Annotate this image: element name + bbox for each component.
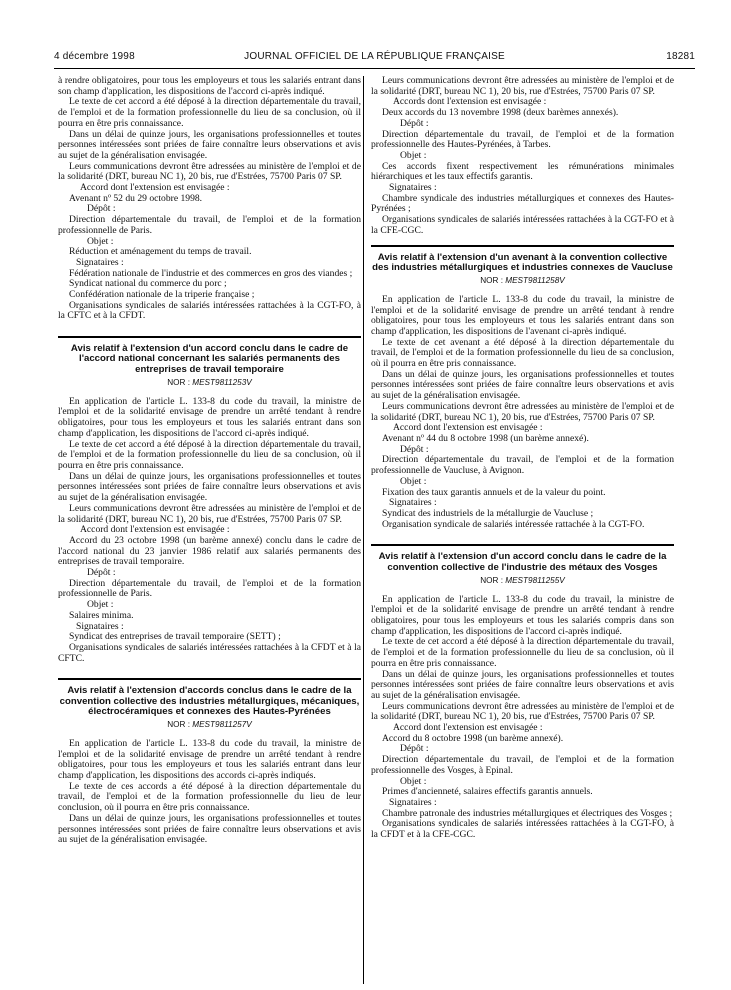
signataires-label: Signataires :	[389, 182, 437, 194]
signataire: Fédération nationale de l'industrie et des commerces en gros des viandes ;	[69, 267, 353, 279]
header-page-number: 18281	[666, 51, 695, 62]
signataires-label: Signataires :	[389, 497, 437, 509]
depot-label: Dépôt :	[400, 117, 429, 129]
notice-heading: Avis relatif à l'extension d'un accord conclu dans le cadre de l'accord national concernant les salariés permanents des entreprises de travail temporaire	[70, 343, 349, 375]
depot-text: Direction départementale du travail, de l'emploi et de la formation professionnelle de Vaucluse, à Avignon.	[371, 454, 674, 477]
accord-text: Accord du 23 octobre 1998 (un barème annexé) conclu dans le cadre de l'accord national du 23 janvier 1986 relatif aux salariés permanents des entreprises de travail temporaire.	[58, 534, 361, 568]
signataire: Confédération nationale de la triperie française ;	[69, 289, 255, 301]
paragraph: En application de l'article L. 133-8 du code du travail, la ministre de l'emploi et de la solidarité envisage de prendre un arrêté tendant à rendre obligatoires, pour tous les employeurs et tous les salariés entrant dans son champ d'application, les dispositions de l'accord ci-après indiqué.	[58, 395, 361, 439]
signataire: Syndicat des industriels de la métallurgie de Vaucluse ;	[382, 507, 594, 519]
accord-label: Accords dont l'extension est envisagée :	[393, 96, 547, 108]
depot-text: Direction départementale du travail, de l'emploi et de la formation professionnelle des Vosges, à Epinal.	[371, 754, 674, 776]
signataire: Chambre syndicale des industries métallurgiques et connexes des Hautes-Pyrénées ;	[371, 192, 674, 215]
paragraph: Dans un délai de quinze jours, les organisations professionnelles et toutes personnes intéressées sont priées de faire connaître leurs observations et avis au sujet de la généralisation envisagée.	[371, 368, 674, 402]
objet-text: Ces accords fixent respectivement les rémunérations minimales hiérarchiques et les taux effectifs garantis.	[371, 160, 674, 183]
paragraph: Leurs communications devront être adressées au ministère de l'emploi et de la solidarité (DRT, bureau NC 1), 20 bis, rue d'Estrées, 75700 Paris 07 SP.	[58, 502, 361, 525]
objet-label: Objet :	[400, 475, 427, 487]
section-rule	[58, 336, 361, 338]
signataire: Organisations syndicales de salariés intéressées rattachées à la CGT-FO, à la CFDT et à la CFE-CGC.	[371, 818, 674, 841]
paragraph: Leurs communications devront être adressées au ministère de l'emploi et de la solidarité (DRT, bureau NC 1), 20 bis, rue d'Estrées, 75700 Paris 07 SP.	[371, 700, 674, 723]
signataire: Syndicat national du commerce du porc ;	[69, 278, 227, 290]
paragraph: Le texte de cet avenant a été déposé à la direction départementale du travail, de l'emploi et de la formation professionnelle du lieu de sa conclusion, où il pourra en être pris connaissance.	[371, 336, 674, 370]
notice-heading: Avis relatif à l'extension d'un accord conclu dans le cadre de la convention collective de l'industrie des métaux des Vosges	[378, 551, 667, 573]
paragraph: Le texte de cet accord a été déposé à la direction départementale du travail, de l'emploi et de la formation professionnelle du lieu de sa conclusion, où il pourra en être pris connaissance.	[58, 438, 361, 471]
signataire: Organisations syndicales de salariés intéressées rattachées à la CFDT et à la CFTC.	[58, 641, 361, 664]
nor-prefix: NOR :	[480, 575, 506, 585]
left-column	[58, 76, 361, 846]
section-rule	[371, 544, 674, 546]
paragraph: Dans un délai de quinze jours, les organisations professionnelles et toutes personnes intéressées sont priées de faire connaître leurs observations et avis au sujet de la généralisation envisagée.	[58, 470, 361, 504]
objet-text: Réduction et aménagement du temps de travail.	[69, 246, 252, 258]
objet-text: Salaires minima.	[69, 609, 134, 621]
paragraph: Leurs communications devront être adressées au ministère de l'emploi et de la solidarité (DRT, bureau NC 1), 20 bis, rue d'Estrées, 75700 Paris 07 SP.	[58, 160, 361, 183]
signataire: Organisations syndicales de salariés intéressées rattachées à la CGT-FO et à la CFE-CGC.	[371, 214, 674, 236]
paragraph: Le texte de cet accord a été déposé à la direction départementale du travail, de l'emploi et de la formation professionnelle du lieu de sa conclusion, où il pourra en être pris connaissance.	[371, 636, 674, 669]
accord-text: Deux accords du 13 novembre 1998 (deux barèmes annexés).	[382, 107, 619, 119]
accord-label: Accord dont l'extension est envisagée :	[393, 422, 543, 434]
signataires-label: Signataires :	[76, 620, 124, 632]
paragraph: Dans un délai de quinze jours, les organisations professionnelles et toutes personnes intéressées sont priées de faire connaître leurs observations et avis au sujet de la généralisation envisagée.	[371, 668, 674, 701]
objet-text: Fixation des taux garantis annuels et de la valeur du point.	[382, 486, 606, 498]
nor-reference	[371, 276, 674, 287]
accord-label: Accord dont l'extension est envisagée :	[80, 182, 230, 194]
section-rule	[371, 245, 674, 247]
nor-prefix: NOR :	[480, 276, 506, 286]
page-header	[54, 51, 695, 67]
header-rule	[54, 68, 695, 69]
paragraph: Le texte de cet accord a été déposé à la direction départementale du travail, de l'emploi et de la formation professionnelle du lieu de sa conclusion, où il pourra en être pris connaissance.	[58, 96, 361, 129]
signataires-label: Signataires :	[76, 256, 124, 268]
nor-prefix: NOR :	[167, 378, 193, 388]
paragraph: Leurs communications devront être adressées au ministère de l'emploi et de la solidarité (DRT, bureau NC 1), 20 bis, rue d'Estrées, 75700 Paris 07 SP.	[371, 75, 674, 97]
paragraph: Dans un délai de quinze jours, les organisations professionnelles et toutes personnes intéressées sont priées de faire connaître leurs observations et avis au sujet de la généralisation envisagée.	[58, 128, 361, 161]
paragraph: En application de l'article L. 133-8 du code du travail, la ministre de l'emploi et de la solidarité envisage de prendre un arrêté tendant à rendre obligatoires, pour tous les employeurs et tous les salariés entrant dans son champ d'application, les dispositions de l'avenant ci-après indiqué.	[371, 293, 674, 337]
nor-prefix: NOR :	[167, 720, 193, 730]
depot-label: Dépôt :	[400, 743, 429, 755]
accord-text: Avenant nº 44 du 8 octobre 1998 (un barème annexé).	[382, 432, 589, 444]
depot-label: Dépôt :	[87, 203, 116, 215]
signataire: Organisations syndicales de salariés intéressées rattachées à la CGT-FO, à la CFTC et à la CFDT.	[58, 299, 361, 322]
header-title: JOURNAL OFFICIEL DE LA RÉPUBLIQUE FRANÇAISE	[244, 51, 505, 62]
objet-label: Objet :	[400, 775, 427, 787]
nor-code: MEST9811258V	[505, 276, 565, 286]
nor-reference	[371, 576, 674, 587]
signataire: Organisation syndicale de salariés intéressée rattachée à la CGT-FO.	[382, 518, 645, 530]
accord-text: Accord du 8 octobre 1998 (un barème annexé).	[382, 732, 564, 744]
accord-label: Accord dont l'extension est envisagée :	[393, 722, 543, 734]
nor-code: MEST9811253V	[192, 378, 252, 388]
paragraph: Dans un délai de quinze jours, les organisations professionnelles et toutes personnes intéressées sont priées de faire connaître leurs observations et avis au sujet de la généralisation envisagée.	[58, 812, 361, 846]
signataire: Syndicat des entreprises de travail temporaire (SETT) ;	[69, 631, 281, 643]
objet-label: Objet :	[87, 599, 114, 611]
depot-text: Direction départementale du travail, de l'emploi et de la formation professionnelle des Hautes-Pyrénées, à Tarbes.	[371, 128, 674, 151]
objet-label: Objet :	[400, 149, 427, 161]
depot-label: Dépôt :	[87, 567, 116, 579]
accord-label: Accord dont l'extension est envisagée :	[80, 524, 230, 536]
objet-label: Objet :	[87, 235, 114, 247]
signataire: Chambre patronale des industries métallurgiques et électriques des Vosges ;	[382, 807, 673, 819]
nor-code: MEST9811255V	[505, 575, 565, 585]
depot-text: Direction départementale du travail, de l'emploi et de la formation professionnelle de Paris.	[58, 577, 361, 600]
nor-reference	[58, 720, 361, 731]
objet-text: Primes d'ancienneté, salaires effectifs garantis annuels.	[382, 786, 593, 798]
paragraph: Le texte de ces accords a été déposé à la direction départementale du travail, de l'emploi et de la formation professionnelle du lieu de leur conclusion, où il pourra en être pris connaissance.	[58, 780, 361, 814]
paragraph: En application de l'article L. 133-8 du code du travail, la ministre de l'emploi et de la solidarité envisage de prendre un arrêté tendant à rendre obligatoires, pour tous les employeurs et tous les salariés compris dans son champ d'application, les dispositions de l'accord ci-après indiqué.	[371, 593, 674, 637]
accord-text: Avenant nº 52 du 29 octobre 1998.	[69, 192, 203, 204]
nor-reference	[58, 378, 361, 389]
right-column	[371, 76, 674, 841]
notice-heading: Avis relatif à l'extension d'un avenant à la convention collective des industries métallurgiques et industries connexes de Vaucluse	[372, 251, 673, 273]
header-date: 4 décembre 1998	[54, 51, 135, 62]
section-rule	[58, 678, 361, 680]
depot-text: Direction départementale du travail, de l'emploi et de la formation professionnelle de Paris.	[58, 214, 361, 236]
paragraph: à rendre obligatoires, pour tous les employeurs et tous les salariés entrant dans son champ d'application, les dispositions de l'accord ci-après indiqué.	[58, 75, 361, 97]
paragraph: Leurs communications devront être adressées au ministère de l'emploi et de la solidarité (DRT, bureau NC 1), 20 bis, rue d'Estrées, 75700 Paris 07 SP.	[371, 400, 674, 423]
depot-label: Dépôt :	[400, 443, 429, 455]
paragraph: En application de l'article L. 133-8 du code du travail, la ministre de l'emploi et de la solidarité envisage de prendre un arrêté tendant à rendre obligatoires, pour tous les employeurs et tous les salariés entrant dans leur champ d'application, les dispositions des accords ci-après indiqués.	[58, 737, 361, 782]
notice-heading: Avis relatif à l'extension d'accords conclus dans le cadre de la convention collective des industries métallurgiques, mécaniques, électrocéramiques et connexes des Hautes-Pyrénées	[59, 685, 360, 717]
nor-code: MEST9811257V	[192, 720, 252, 730]
signataires-label: Signataires :	[389, 796, 437, 808]
column-separator	[363, 76, 364, 984]
